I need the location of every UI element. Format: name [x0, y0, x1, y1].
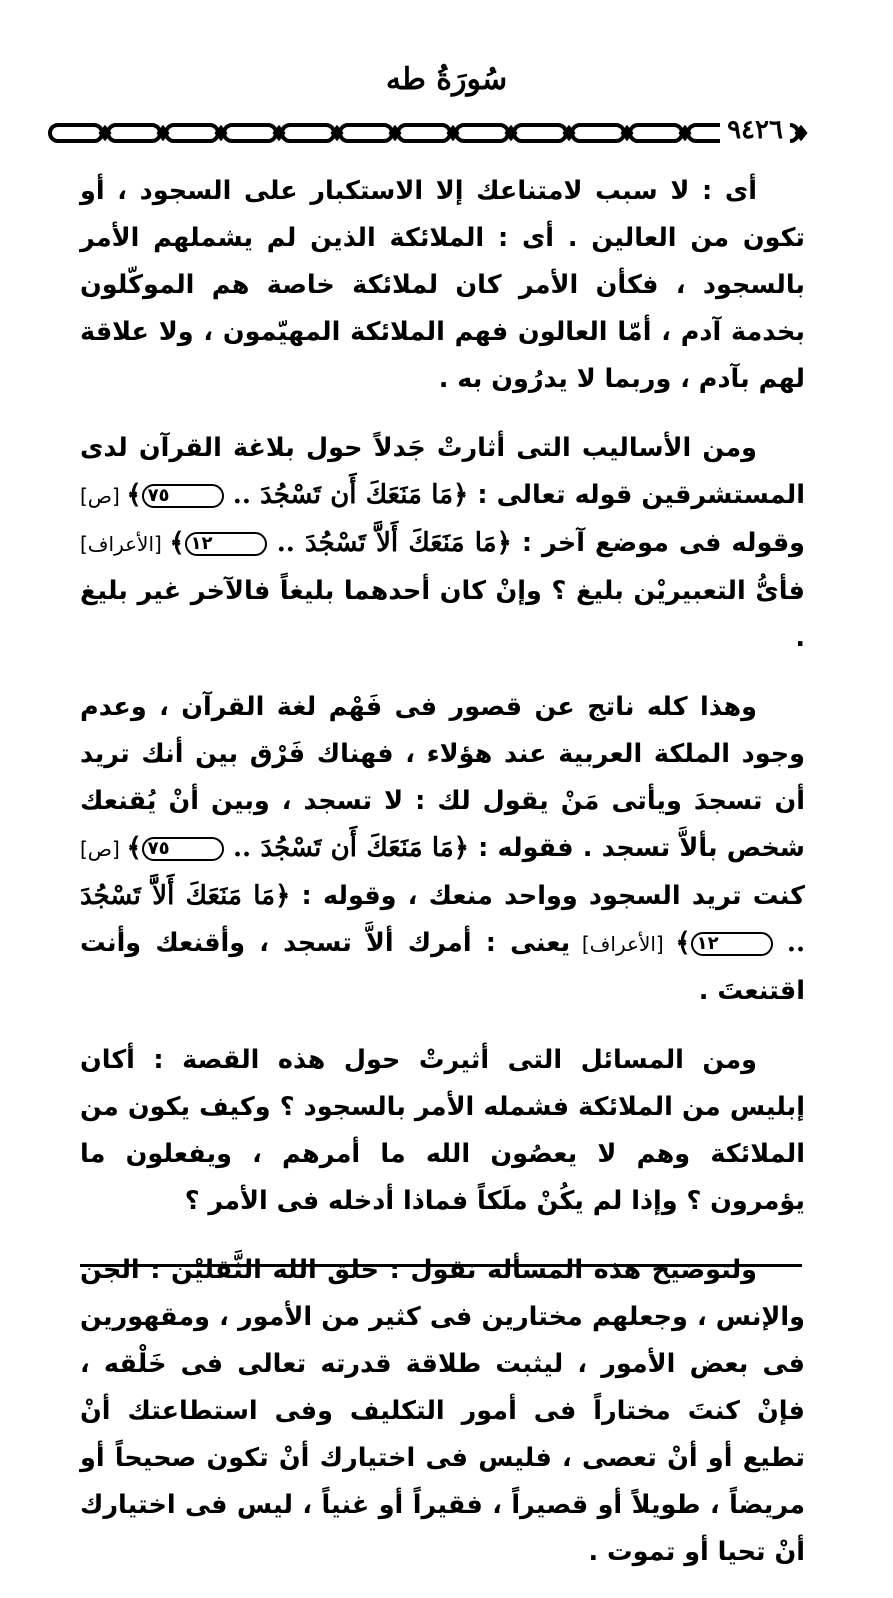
- chain-link: [50, 125, 102, 141]
- body-text: ولتوضيح هذه المسألة نقول : خلق الله الثَّقليْن : الجن والإنس ، وجعلهم مختارين فى كثير من الأمور ، ومقهورين فى بعض الأمور ، ليثبت طلاقة قدرته تعالى فى خَلْقه ، فإنْ كنتَ مختاراً فى أمور التكليف وفى استطاعتك أنْ تطيع أو أنْ تعصى ، فليس فى اختيارك أنْ تكون صحيحاً أو مريضاً ، طويلاً أو قصيراً ، فقيراً أو غنياً ، ليس فى اختيارك أنْ تحيا أو تموت .: [80, 1255, 805, 1567]
- chain-link: [108, 125, 160, 141]
- chain-link: [340, 125, 392, 141]
- surah-reference: [الأعراف]: [570, 932, 676, 956]
- paragraph: [80, 1247, 805, 1576]
- paragraph: [80, 1037, 805, 1225]
- body-text: ومن المسائل التى أثيرتْ حول هذه القصة : أكان إبليس من الملائكة فشمله الأمر بالسجود ؟ وكيف يكون من الملائكة وهم لا يعصُون الله ما أمرهم ، ويفعلون ما يؤمرون ؟ وإذا لم يكُنْ ملَكاً فماذا أدخله فى الأمر ؟: [80, 1045, 805, 1216]
- chain-link: [398, 125, 450, 141]
- quran-verse: ﴾: [126, 833, 142, 863]
- body-text: وهذا كله ناتج عن قصور فى فَهْم لغة القرآن ، وعدم وجود الملكة العربية عند هؤلاء ، فهناك فَرْق بين أنك تريد أن تسجدَ ويأتى مَنْ يقول لك : لا تسجد ، وبين أنْ يُقنعك شخص بألاَّ تسجد . فقوله :: [80, 692, 805, 863]
- verse-number: ١٢: [691, 932, 773, 956]
- quran-verse: ﴿مَا مَنَعَكَ أَن تَسْجُدَ ..: [223, 833, 469, 863]
- quran-verse: ﴾: [675, 928, 691, 958]
- chain-link: [630, 125, 682, 141]
- quran-verse: ﴿مَا مَنَعَكَ أَن تَسْجُدَ ..: [223, 480, 469, 510]
- page-number: ٩٤٢٦: [720, 112, 790, 148]
- chain-link: [456, 125, 508, 141]
- verse-number: ٧٥: [142, 484, 224, 508]
- quran-verse: ﴾: [126, 480, 142, 510]
- surah-reference: [الأعراف]: [80, 532, 170, 556]
- paragraph: [80, 425, 805, 662]
- chain-link: [282, 125, 334, 141]
- paragraph: [80, 168, 805, 403]
- quran-verse: ﴾: [169, 528, 185, 558]
- body-text: كنت تريد السجود وواحد منعك ، وقوله :: [290, 881, 805, 911]
- chain-link: [224, 125, 276, 141]
- footer-rule: [80, 1264, 802, 1267]
- verse-number: ٧٥: [142, 837, 224, 861]
- surah-reference: [ص]: [80, 837, 127, 861]
- body-text: وقوله فى موضع آخر :: [511, 528, 805, 558]
- body-text: ومن الأساليب التى أثارتْ جَدلاً حول بلاغة القرآن لدى المستشرقين قوله تعالى :: [80, 433, 805, 510]
- surah-title: سُورَةُ طه: [385, 62, 508, 97]
- verse-number: ١٢: [185, 532, 267, 556]
- chain-link: [166, 125, 218, 141]
- quran-verse: ﴿مَا مَنَعَكَ أَلاَّ تَسْجُدَ ..: [80, 881, 805, 958]
- paragraph: [80, 684, 805, 1015]
- page-body: [80, 168, 805, 1598]
- chain-diamond: [797, 128, 805, 138]
- body-text: يعنى : أمرك ألاَّ تسجد ، وأقنعك وأنت اقتنعتَ .: [80, 928, 805, 1006]
- quran-verse: ﴿مَا مَنَعَكَ أَلاَّ تَسْجُدَ ..: [266, 528, 512, 558]
- body-text: فأىُّ التعبيريْن بليغ ؟ وإنْ كان أحدهما بليغاً فالآخر غير بليغ .: [80, 576, 805, 653]
- body-text: أى : لا سبب لامتناعك إلا الاستكبار على السجود ، أو تكون من العالين . أى : الملائكة الذين لم يشملهم الأمر بالسجود ، فكأن الأمر كان لملائكة خاصة هم الموكّلون بخدمة آدم ، أمّا العالون فهم الملائكة المهيّمون ، ولا علاقة لهم بآدم ، وربما لا يدرُون به .: [80, 176, 805, 394]
- chain-link: [572, 125, 624, 141]
- surah-reference: [ص]: [80, 484, 127, 508]
- chain-link: [514, 125, 566, 141]
